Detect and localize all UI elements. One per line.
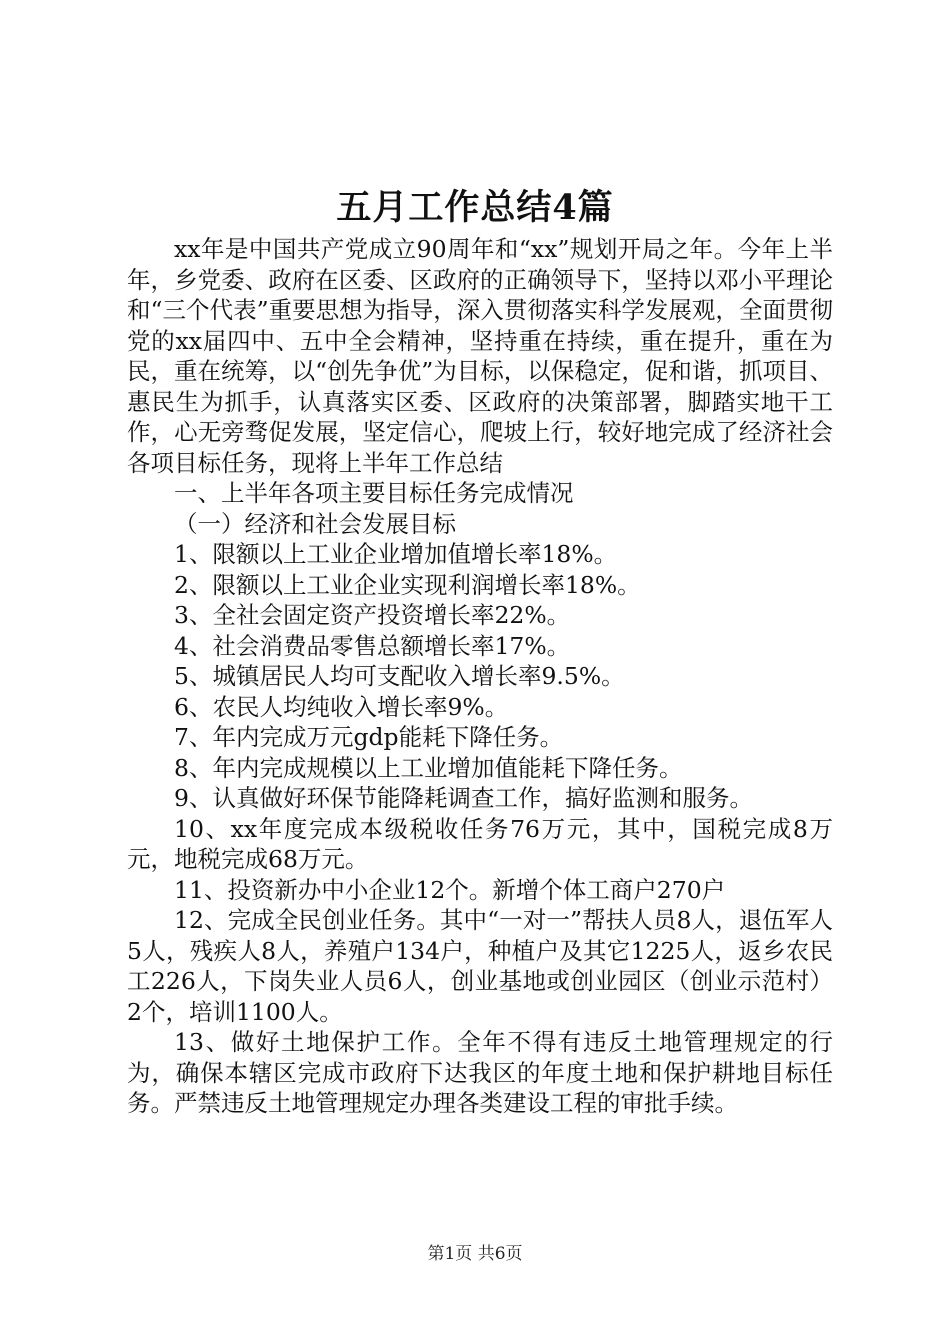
list-item-1: 1、限额以上工业企业增加值增长率18%。 [174, 540, 618, 568]
document-body [127, 234, 833, 1119]
list-item-13: 13、做好土地保护工作。全年不得有违反土地管理规定的行为，确保本辖区完成市政府下达我区的年度土地和保护耕地目标任务。严禁违反土地管理规定办理各类建设工程的审批手续。 [127, 1028, 833, 1117]
list-item-4: 4、社会消费品零售总额增长率17%。 [174, 631, 571, 660]
list-item-10: 10、xx年度完成本级税收任务76万元，其中，国税完成8万元，地税完成68万元。 [127, 814, 833, 873]
list-item-11: 11、投资新办中小企业12个。新增个体工商户270户 [174, 875, 726, 904]
list-item-6: 6、农民人均纯收入增长率9%。 [174, 692, 509, 721]
list-item-5: 5、城镇居民人均可支配收入增长率9.5%。 [174, 662, 625, 690]
list-item-7: 7、年内完成万元gdp能耗下降任务。 [174, 723, 564, 751]
page-number-footer: 第1页 共6页 [427, 1244, 523, 1264]
list-item-9: 9、认真做好环保节能降耗调查工作，搞好监测和服务。 [174, 784, 753, 812]
list-item-3: 3、全社会固定资产投资增长率22%。 [174, 601, 571, 629]
list-item-12: 12、完成全民创业任务。其中“一对一”帮扶人员8人，退伍军人5人，残疾人8人，养殖户134户，种植户及其它1225人，返乡农民工226人，下岗失业人员6人，创业基地或创业园区（创业示范村）2个，培训1100人。 [127, 906, 833, 1026]
list-item-8: 8、年内完成规模以上工业增加值能耗下降任务。 [174, 753, 683, 782]
paragraph-intro: xx年是中国共产党成立90周年和“xx”规划开局之年。今年上半年，乡党委、政府在区委、区政府的正确领导下，坚持以邓小平理论和“三个代表”重要思想为指导，深入贯彻落实科学发展观，全面贯彻党的xx届四中、五中全会精神，坚持重在持续，重在提升，重在为民，重在统筹，以“创先争优”为目标，以保稳定，促和谐，抓项目、惠民生为抓手，认真落实区委、区政府的决策部署，脚踏实地干工作，心无旁骛促发展，坚定信心，爬坡上行，较好地完成了经济社会各项目标任务，现将上半年工作总结 [127, 235, 833, 477]
list-item-2: 2、限额以上工业企业实现利润增长率18%。 [174, 570, 641, 599]
section-heading-1: 一、上半年各项主要目标任务完成情况 [174, 479, 574, 507]
document-title: 五月工作总结4篇 [336, 187, 614, 228]
subsection-heading-1: （一）经济和社会发展目标 [174, 509, 456, 538]
